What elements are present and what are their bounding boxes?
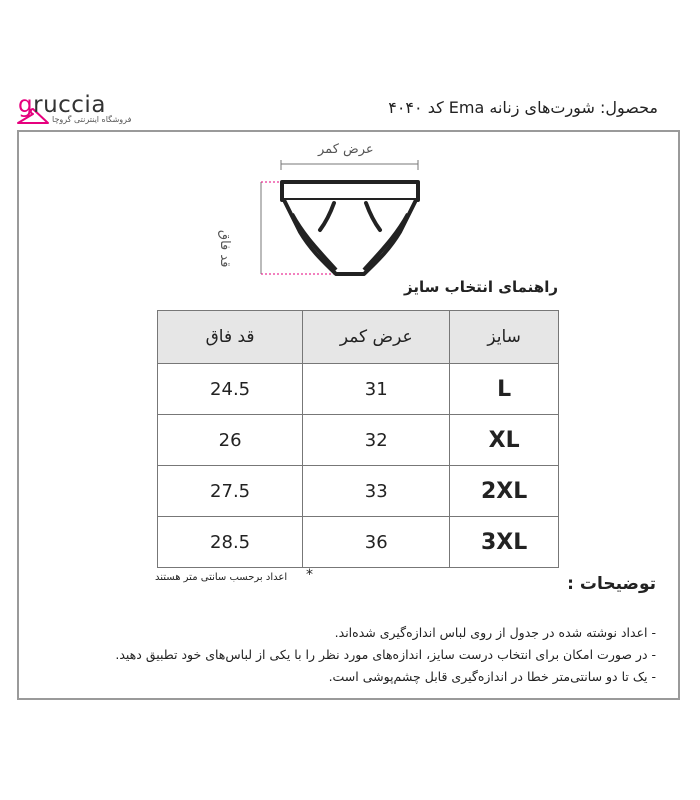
cell-rise: 28.5 — [158, 517, 303, 568]
notes-title: توضیحات : — [567, 574, 656, 594]
cell-size: L — [450, 364, 559, 415]
header-size: سایز — [450, 311, 559, 364]
table-row — [158, 415, 559, 466]
cell-waist: 31 — [303, 364, 450, 415]
notes-list — [36, 622, 656, 688]
table-row — [158, 466, 559, 517]
waist-width-label: عرض کمر — [318, 142, 374, 157]
table-row — [158, 364, 559, 415]
logo-letters: ruccia — [33, 92, 106, 118]
cell-size: XL — [450, 415, 559, 466]
size-guide-title: راهنمای انتخاب سایز — [404, 278, 558, 296]
cell-size: 3XL — [450, 517, 559, 568]
measurement-diagram — [0, 0, 700, 290]
asterisk: * — [306, 567, 313, 583]
cell-rise: 27.5 — [158, 466, 303, 517]
cell-rise: 24.5 — [158, 364, 303, 415]
cell-size: 2XL — [450, 466, 559, 517]
cell-waist: 33 — [303, 466, 450, 517]
logo-letter-g: g — [18, 92, 34, 118]
table-row — [158, 517, 559, 568]
cell-waist: 32 — [303, 415, 450, 466]
logo-subtitle: فروشگاه اینترنتی گروچا — [52, 115, 132, 124]
cell-waist: 36 — [303, 517, 450, 568]
header-waist: عرض کمر — [303, 311, 450, 364]
header-rise: قد فاق — [158, 311, 303, 364]
size-table — [157, 310, 559, 568]
list-item: - یک تا دو سانتی‌متر خطا در اندازه‌گیری قابل چشم‌پوشی است. — [36, 666, 656, 688]
rise-label: قد فاق — [217, 230, 232, 268]
unit-note: اعداد برحسب سانتی متر هستند — [155, 572, 288, 583]
product-title: محصول: شورت‌های زنانه Ema کد ۴۰۴۰ — [388, 98, 658, 117]
cell-rise: 26 — [158, 415, 303, 466]
list-item: - اعداد نوشته شده در جدول از روی لباس اندازه‌گیری شده‌اند. — [36, 622, 656, 644]
table-header-row — [158, 311, 559, 364]
list-item: - در صورت امکان برای انتخاب درست سایز، اندازه‌های مورد نظر را با یکی از لباس‌های خود تطبیق دهید. — [36, 644, 656, 666]
